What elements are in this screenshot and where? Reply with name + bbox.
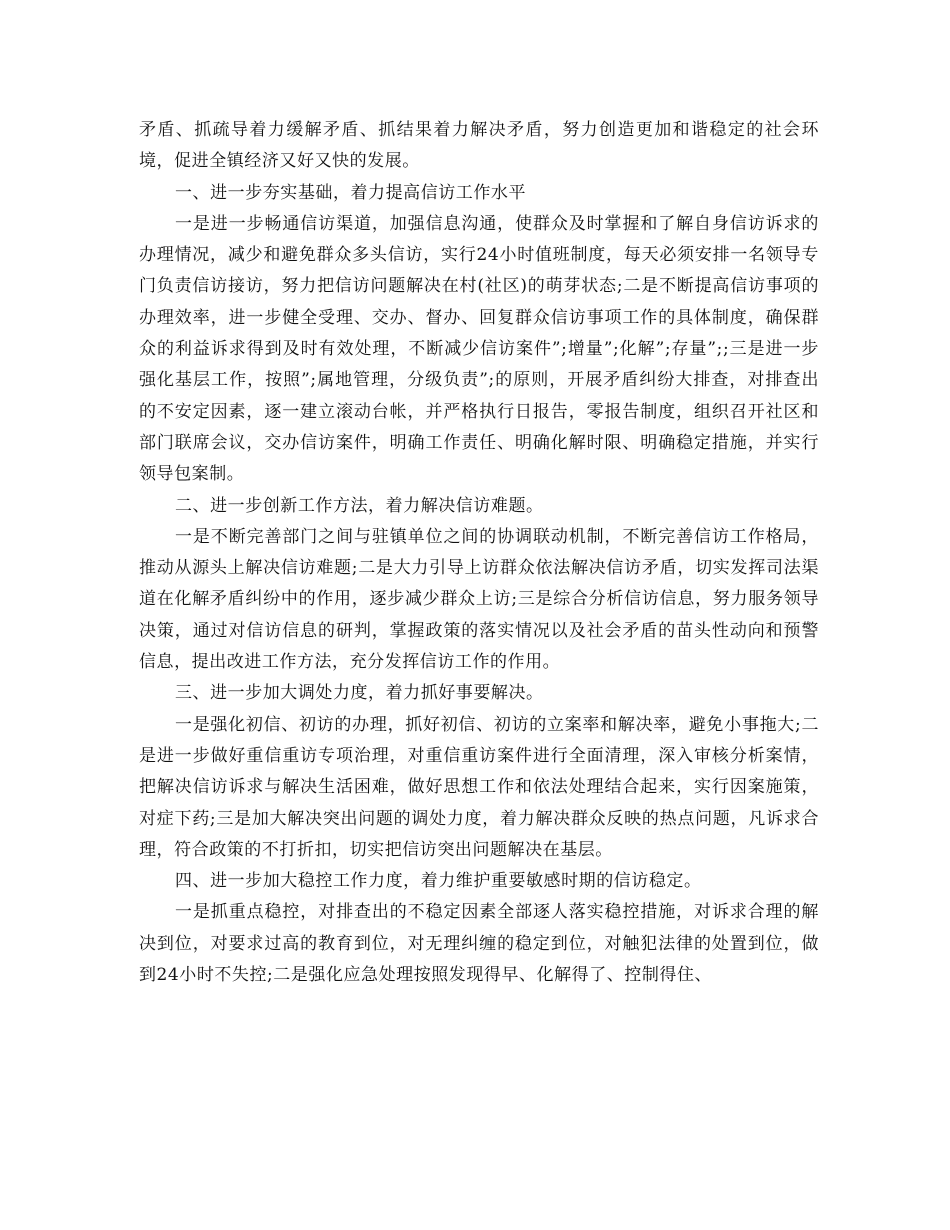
paragraph-continuation: 矛盾、抓疏导着力缓解矛盾、抓结果着力解决矛盾，努力创造更加和谐稳定的社会环境，促进全镇经济又好又快的发展。 (139, 120, 819, 172)
paragraph-section-1: 一是进一步畅通信访渠道，加强信息沟通，使群众及时掌握和了解自身信访诉求的办理情况，减少和避免群众多头信访，实行24小时值班制度，每天必须安排一名领导专门负责信访接访，努力把信访问题解决在村(社区)的萌芽状态;二是不断提高信访事项的办理效率，进一步健全受理、交办、督办、回复群众信访事项工作的具体制度，确保群众的利益诉求得到及时有效处理，不断减少信访案件”;增量”;化解”;存量”;;三是进一步强化基层工作，按照”;属地管理，分级负责”;的原则，开展矛盾纠纷大排查，对排查出的不安定因素，逐一建立滚动台帐，并严格执行日报告，零报告制度，组织召开社区和部门联席会议，交办信访案件，明确工作责任、明确化解时限、明确稳定措施，并实行领导包案制。 (139, 213, 819, 485)
section-heading-2: 二、进一步创新工作方法，着力解决信访难题。 (175, 495, 544, 516)
document-body (139, 115, 819, 991)
paragraph-section-4: 一是抓重点稳控，对排查出的不稳定因素全部逐人落实稳控措施，对诉求合理的解决到位，对要求过高的教育到位，对无理纠缠的稳定到位，对触犯法律的处置到位，做到24小时不失控;二是强化应急处理按照发现得早、化解得了、控制得住、 (139, 902, 819, 986)
section-heading-4: 四、进一步加大稳控工作力度，着力维护重要敏感时期的信访稳定。 (175, 871, 702, 892)
section-heading-3: 三、进一步加大调处力度，着力抓好事要解决。 (175, 683, 544, 704)
paragraph-section-2: 一是不断完善部门之间与驻镇单位之间的协调联动机制，不断完善信访工作格局，推动从源头上解决信访难题;二是大力引导上访群众依法解决信访矛盾，切实发挥司法渠道在化解矛盾纠纷中的作用，逐步减少群众上访;三是综合分析信访信息，努力服务领导决策，通过对信访信息的研判，掌握政策的落实情况以及社会矛盾的苗头性动向和预警信息，提出改进工作方法，充分发挥信访工作的作用。 (139, 526, 819, 673)
section-heading-1: 一、进一步夯实基础，着力提高信访工作水平 (175, 182, 526, 203)
paragraph-section-3: 一是强化初信、初访的办理，抓好初信、初访的立案率和解决率，避免小事拖大;二是进一步做好重信重访专项治理，对重信重访案件进行全面清理，深入审核分析案情，把解决信访诉求与解决生活困难，做好思想工作和依法处理结合起来，实行因案施策，对症下药;三是加大解决突出问题的调处力度，着力解决群众反映的热点问题，凡诉求合理，符合政策的不打折扣，切实把信访突出问题解决在基层。 (139, 714, 819, 860)
